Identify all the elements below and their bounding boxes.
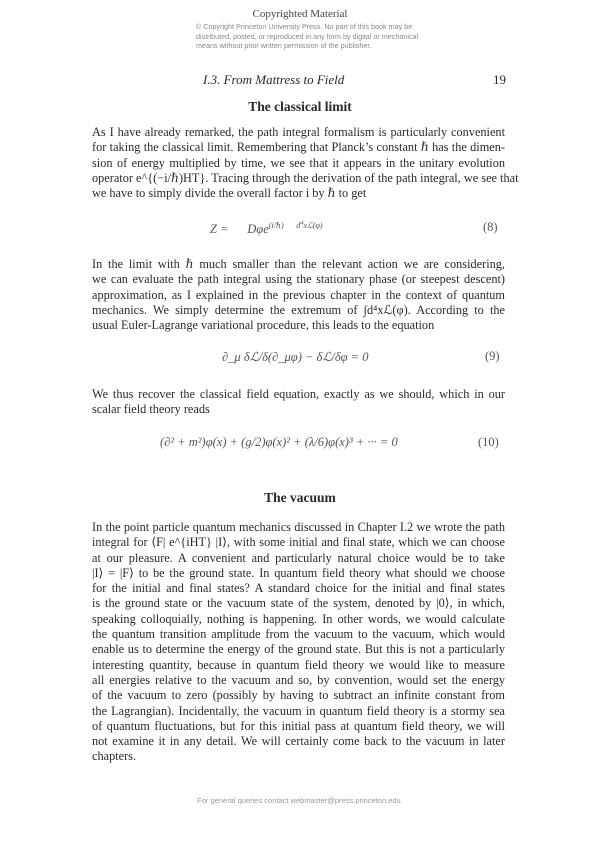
text-line: the Lagrangian). Incidentally, the vacuum in quantum field theory is a stormy sea: [92, 703, 505, 718]
text-line: of quantum fluctuations, but for this initial pass at quantum field theory, we will: [92, 718, 505, 733]
text-line: As I have already remarked, the path integral formalism is particularly convenient: [92, 125, 505, 139]
text-line: interesting quantity, because in quantum field theory we would like to measure: [92, 657, 505, 672]
text-line: mechanics. We simply determine the extremum of ∫d⁴xℒ(φ). According to the: [92, 302, 505, 317]
section-heading: The classical limit: [248, 99, 352, 114]
text-line: In the point particle quantum mechanics discussed in Chapter I.2 we wrote the path: [92, 520, 505, 534]
paragraph: [92, 257, 505, 333]
copyright-title: Copyrighted Material: [252, 8, 348, 20]
equation: ∂_μ δℒ/δ(∂_μφ) − δℒ/δφ = 0: [222, 350, 369, 364]
text-line: we have to simply divide the overall factor i by ℏ to get: [92, 186, 367, 201]
section-heading: The vacuum: [264, 490, 336, 505]
equation: Z = Dφe$^{(i/\hbar)}$ $^{d^4xℒ(\varphi)}$: [210, 219, 323, 236]
text-line: we can evaluate the path integral using the stationary phase (or steepest descent): [92, 272, 505, 287]
text-line: all energies relative to the vacuum and so, by convention, would set the energy: [92, 672, 505, 687]
text-line: the quantum transition amplitude from the vacuum to the vacuum, which would: [92, 627, 505, 642]
equation-number: (10): [478, 435, 499, 449]
text-line: enable us to determine the energy of the ground state. But this is not a particularly: [92, 642, 505, 657]
paragraph: [92, 387, 505, 418]
equation-number: (9): [485, 349, 500, 363]
text-line: for the initial and final states? A standard choice for the initial and final states: [92, 581, 505, 596]
text-line: In the limit with ℏ much smaller than the relevant action we are considering,: [92, 257, 505, 271]
paragraph: [92, 125, 519, 201]
text-line: is the ground state or the vacuum state of the system, denoted by |0⟩, in which,: [92, 596, 505, 611]
running-head: I.3. From Mattress to Field: [203, 72, 345, 87]
text-line: sion of energy multiplied by time, we see that it appears in the unitary evolution: [92, 155, 505, 170]
text-line: speaking colloquially, nothing is happening. In other words, we would calculate: [92, 611, 505, 626]
equation: (∂² + m²)φ(x) + (g/2)φ(x)² + (λ/6)φ(x)³ + ··· = 0: [160, 435, 398, 449]
equation-number: (8): [483, 220, 498, 234]
text-line: We thus recover the classical field equation, exactly as we should, which in our: [92, 387, 505, 401]
text-line: at our pleasure. A convenient and particularly natural choice would be to take: [92, 550, 505, 565]
text-line: not examine it in any detail. We will certainly come back to the vacuum in later: [92, 734, 505, 749]
paragraph: [92, 520, 505, 765]
text-line: of the vacuum to zero (possibly by having to subtract an infinite constant from: [92, 688, 505, 703]
text-line: |I⟩ = |F⟩ to be the ground state. In quantum field theory what should we choose: [92, 565, 505, 580]
text-line: scalar field theory reads: [92, 402, 210, 417]
text-line: operator e^{(−i/ℏ)HT}. Tracing through the derivation of the path integral, we see that: [92, 170, 519, 185]
text-line: approximation, as I explained in the previous chapter in the context of quantum: [92, 287, 505, 302]
page-number: 19: [493, 72, 506, 87]
text-line: integral for ⟨F| e^{iHT} |I⟩, with some initial and final state, which we can choose: [92, 535, 505, 550]
footer-contact: For general queries contact webmaster@press.princeton.edu.: [197, 796, 403, 805]
copyright-notice: © Copyright Princeton University Press. No part of this book may be distributed, posted, or reproduced in any form by digital or mechanical means without prior written permission of the publisher.: [196, 22, 419, 51]
text-line: usual Euler-Lagrange variational procedure, this leads to the equation: [92, 318, 435, 333]
text-line: chapters.: [92, 749, 137, 764]
text-line: for taking the classical limit. Remembering that Planck’s constant ℏ has the dimen-: [92, 140, 505, 155]
